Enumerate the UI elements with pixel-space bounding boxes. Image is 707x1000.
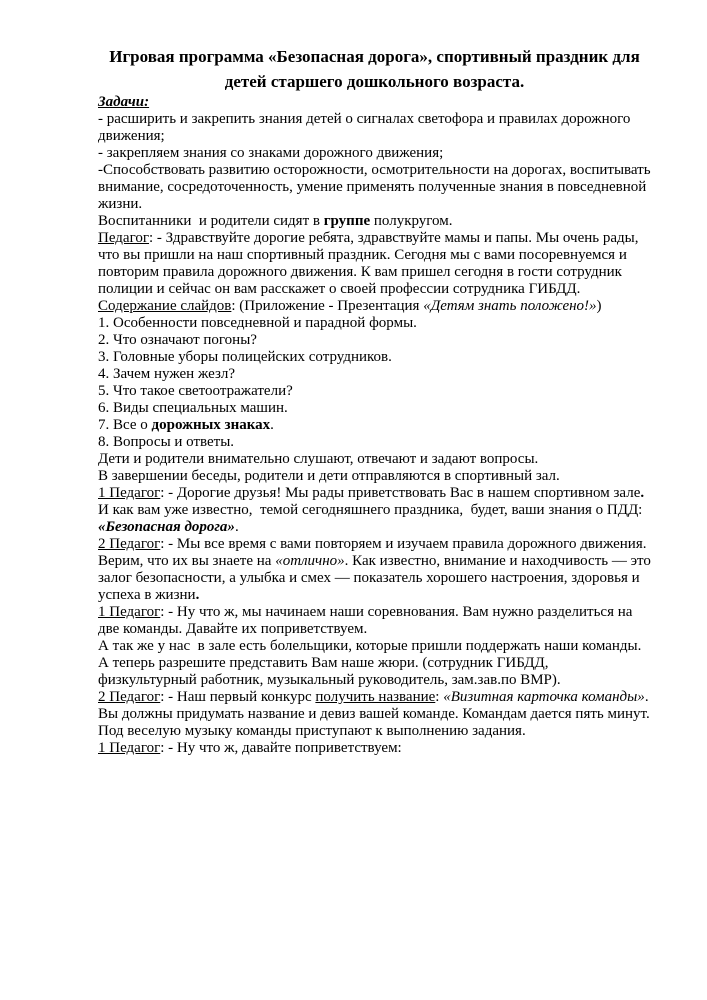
tasks-heading [98,94,651,111]
text-run: 1. Особенности повседневной и парадной формы. [98,315,417,331]
text-run: А так же у нас в зале есть болельщики, которые пришли поддержать наши команды. [98,638,642,654]
pedagog1-greeting-paragraph [98,485,651,536]
pedagog1-teams-paragraph [98,604,651,638]
text-run: И как вам уже известно, темой сегодняшнего праздника, будет, ваши знания о ПДД: [98,485,648,518]
slide-item-5 [98,383,651,400]
text-run: -Способствовать развитию осторожности, осмотрительности на дорогах, воспитывать внимание, сосредоточенность, умение применять полученные знания в повседневной жизни. [98,162,655,212]
text-run: Педагог [98,230,150,246]
task-item-1 [98,111,651,145]
text-run: . [234,519,239,535]
text-run: - расширить и закрепить знания детей о сигналах светофора и правилах дорожного движения; [98,111,635,144]
text-run: В завершении беседы, родители и дети отправляются в спортивный зал. [98,468,560,484]
text-run: ) [596,298,602,314]
text-run: «Безопасная дорога» [98,519,235,535]
stage-direction-group [98,213,651,230]
text-run: : - Ну что ж, давайте поприветствуем: [160,740,402,756]
slide-item-7 [98,417,651,434]
text-run: группе [323,213,371,229]
slide-item-3 [98,349,651,366]
task-item-3 [98,162,655,213]
text-run: Игровая программа «Безопасная дорога», спортивный праздник для детей старшего дошкольного возраста. [109,47,645,91]
text-run: 7. Все о [98,417,152,433]
document-title [98,44,651,94]
text-run: : - Дорогие друзья! Мы рады приветствовать Вас в нашем спортивном зале [160,485,641,501]
text-run: 1 Педагог [98,740,161,756]
text-run: 1 Педагог [98,604,161,620]
text-run: 3. Головные уборы полицейских сотрудников. [98,349,392,365]
pedagog2-contest-paragraph [98,689,651,723]
text-run: 2 Педагог [98,689,161,705]
text-run: «отлично» [275,553,345,569]
slide-item-6 [98,400,651,417]
jury-note [98,655,651,689]
text-run: : - Ну что ж, мы начинаем наши соревнования. Вам нужно разделиться на две команды. Давайте их поприветствуем. [98,604,637,637]
slide-item-8 [98,434,651,451]
text-run: - закрепляем знания со знаками дорожного движения; [98,145,444,161]
text-run: дорожных знаках [151,417,271,433]
text-run: 8. Вопросы и ответы. [98,434,235,450]
slide-item-4 [98,366,651,383]
text-run: : - Здравствуйте дорогие ребята, здравствуйте мамы и папы. Мы очень рады, что вы пришли на наш спортивный праздник. Сегодня мы с вами посоревнуемся и повторим правила дорожного движения. К вам пришел сегодня в гости сотрудник полиции и сейчас он вам расскажет о своей профессии сотрудника ГИБДД. [98,230,643,297]
text-run: 4. Зачем нужен жезл? [98,366,236,382]
text-run: А теперь разрешите представить Вам наше жюри. (сотрудник ГИБДД, физкультурный работник, музыкальный руководитель, зам.зав.по ВМР). [98,655,561,688]
text-run: : - Наш первый конкурс [160,689,316,705]
text-run: . [270,417,274,433]
text-run: Дети и родители внимательно слушают, отвечают и задают вопросы. [98,451,539,467]
slide-item-1 [98,315,651,332]
text-run: Содержание слайдов [98,298,232,314]
text-run: Задачи: [98,94,150,110]
music-note [98,723,651,740]
text-run: : [435,689,444,705]
text-run: 6. Виды специальных машин. [98,400,288,416]
text-run: 1 Педагог [98,485,161,501]
text-run: полукругом. [370,213,453,229]
text-run: : - Мы все время с вами повторяем и изучаем правила дорожного движения. Верим, что их вы знаете на [98,536,651,569]
text-run: 2. Что означают погоны? [98,332,257,348]
text-run: 2 Педагог [98,536,161,552]
text-run: 5. Что такое светоотражатели? [98,383,293,399]
text-run: Воспитанники и родители сидят в [98,213,324,229]
text-run: получить название [315,689,436,705]
slides-heading [98,298,651,315]
pedagog-intro-paragraph [98,230,651,298]
text-run: . Как известно, внимание и находчивость — это залог безопасности, а улыбка и смех — показатель хорошего настроения, здоровья и успеха в жизни [98,553,655,603]
pedagog2-rules-paragraph [98,536,655,604]
task-item-2 [98,145,651,162]
pedagog1-final-paragraph [98,740,651,757]
slide-item-2 [98,332,651,349]
text-run: «Визитная карточка команды» [443,689,645,705]
conclusion-note [98,468,651,485]
fans-note [98,638,651,655]
text-run: . [640,485,645,501]
text-run: Под веселую музыку команды приступают к выполнению задания. [98,723,526,739]
text-run: : (Приложение - Презентация [231,298,424,314]
text-run: «Детям знать положено!» [423,298,597,314]
text-run: . Вы должны придумать название и девиз вашей команде. Командам дается пять минут. [98,689,653,722]
text-run: . [195,587,200,603]
listening-note [98,451,651,468]
